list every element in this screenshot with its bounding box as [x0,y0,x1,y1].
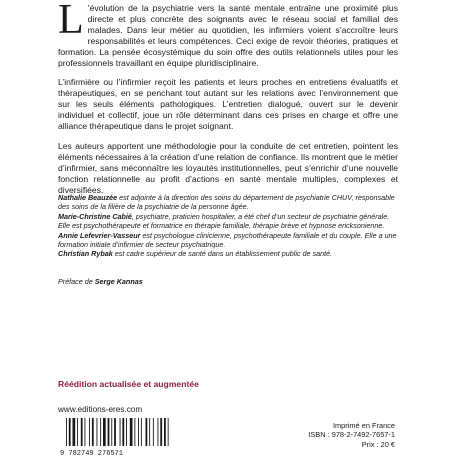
barcode-bar [160,418,162,446]
barcode-bar [89,418,90,446]
preface-credit [58,277,143,286]
reedition-notice: Réédition actualisée et augmentée [58,379,199,389]
publisher-website[interactable]: www.editions-eres.com [58,405,143,414]
author-bio [58,193,398,212]
barcode-bar [146,418,148,446]
author-description: , psychiatre, praticien hospitalier, a été chef d’un secteur de psychiatrie générale. Elle est psychothérapeute et formatrice en thérapie familiale, thérapie brève et hypnose ericksonienne. [58,211,390,231]
drop-cap: L [58,0,84,43]
barcode-bar [81,418,83,446]
barcode-bar [103,418,106,446]
author-name: Nathalie Beauzée [58,193,118,202]
barcode-bar [153,418,154,446]
barcode-bar [77,418,78,446]
intro-paragraph-3: Les auteurs apportent une méthodologie pour la conduite de cet entretien, pointent les éléments nécessaires à la création d’une relation de confiance. Ils montrent que le métier d’infirmier, sans méconnaître les loyautés institutionnelles, peut s’enrichir d’une nouvelle fonction relationnelle au profit d’actions en santé mentale multiples, complexes et diversifiées. [58,140,398,195]
author-description: est cadre supérieur de santé dans un établissement public de santé. [112,249,333,259]
barcode-bar [120,418,121,446]
price: Prix : 20 € [361,439,395,449]
isbn-barcode [58,416,180,457]
barcode-bar [66,418,67,446]
barcode-bar [138,418,139,446]
printed-in: Imprimé en France [332,421,395,430]
barcode-bar [149,418,150,446]
author-bio [58,212,398,231]
barcode-bar [122,418,124,446]
author-description: est adjointe à la direction des soins du département de psychiatrie CHUV, responsable des soins de la filière de la psychiatrie de la personne âgée. [58,193,395,212]
barcode-bar [108,418,110,446]
preface-prefix: Préface de [58,277,95,286]
author-name: Christian Rybak [58,249,113,259]
barcode-bar [134,418,135,446]
barcode-bar [97,418,98,446]
author-name: Annie Lefevrier-Vasseur [58,230,141,240]
barcode-bar [168,418,169,446]
barcode-bar [100,418,101,446]
barcode-bar [69,418,71,446]
barcode-bar [126,418,127,446]
barcode-bar [73,418,76,446]
barcode-bar [111,418,112,446]
barcode-bars [66,418,169,446]
author-name: Marie-Christine Cabié [58,211,132,221]
intro-paragraph-1 [58,0,398,68]
preface-author: Serge Kannas [94,277,143,286]
barcode-bar [92,418,94,446]
isbn: ISBN : 978-2-7492-7657-1 [308,430,395,440]
description [58,0,398,205]
author-bio [58,249,398,258]
imprint-info [265,421,395,449]
author-description: est psychologue clinicienne, psychothérapeute familiale et du couple. Elle a une formation initiale d’infirmier de secteur psychiatrique. [58,230,397,250]
barcode-bar [141,418,142,446]
barcode-bar [85,418,86,446]
intro-paragraph-2: L’infirmière ou l’infirmier reçoit les patients et leurs proches en entretiens évaluatifs et thérapeutiques, en se penchant tout autant sur les relations avec l’environnement que sur les seuls éléments pathologiques. L’entretien dialogué, ouvert sur le devenir individuel et collectif, joue un rôle déterminant dans ces prises en charge et offre une alliance thérapeutique dans le projet soignant. [58,77,398,132]
intro-paragraph-1-text: ’évolution de la psychiatrie vers la santé mentale entraîne une proximité plus directe et plus concrète des soignants avec le réseau social et familial des malades. Dans leur métier au quotidien, les infirmiers voient s’accroître leurs responsabilités et leurs compétences. Ceci exige de revoir théories, pratiques et formation. La pensée écosystémique du soin offre des outils relationnels utiles pour les professionnels travaillant en équipe pluridisciplinaire. [58,3,398,68]
barcode-bar [114,418,116,446]
barcode-digits: 9 782749 276571 [60,450,124,457]
barcode-bar [164,418,166,446]
author-bios [58,193,398,259]
author-bio [58,231,398,250]
barcode-bar [158,418,159,446]
barcode-bar [130,418,133,446]
